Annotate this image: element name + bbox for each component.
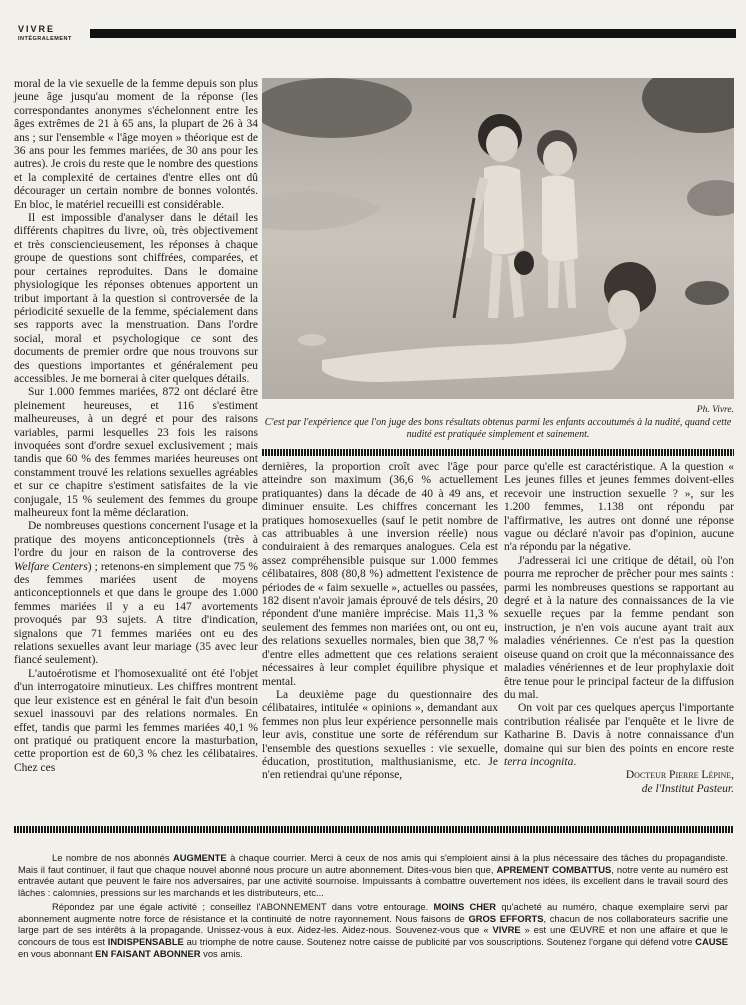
notice-run: , chacun de nos collaborateurs sacrifie une large part de ses intérêts à la propagande. Unissez-vous à eux. Aidez-les. Aidez-nous. Souvenez-vous que « xyxy=(18,912,728,936)
notice-paragraph-1 xyxy=(18,852,728,899)
notice-run-bold: INDISPENSABLE xyxy=(107,935,184,947)
notice-run-bold: APREMENT COMBATTUS xyxy=(496,863,612,875)
column-middle xyxy=(262,461,498,783)
notice-paragraph-2 xyxy=(18,901,728,960)
text-run: De nombreuses questions concernent l'usage et la pratique des moyens anticonceptionnels (très à l'ordre du jour en raison de la controverse des xyxy=(14,520,258,560)
notice-run: qu'acheté au numéro, chaque exemplaire servi par abonnement augmente notre force de résistance et la continuité de notre rayonnement. Nous faisons de xyxy=(18,900,729,924)
notice-run: vos amis. xyxy=(200,947,243,959)
notice-run-bold: VIVRE xyxy=(492,924,521,936)
paragraph: moral de la vie sexuelle de la femme depuis son plus jeune âge jusqu'au moment de la réponse (les correspondantes anonymes s'échelonnent entre les âges extrêmes de 21 à 65 ans, la plupart de 26 à 34 ans ; sur l'ensemble « l'âge moyen » théorique est de 36 ans pour les femmes mariées, de 30 ans pour les autres). Je crois du reste que le nombre des questions et la complexité de certaines d'entre elles ont dû décourager un certain nombre de bonnes volontés. En bloc, le matériel recueilli est considérable. xyxy=(14,78,258,211)
column-right xyxy=(504,461,734,796)
notice-run-bold: EN FAISANT ABONNER xyxy=(95,947,201,959)
notice-run: Le nombre de nos abonnés xyxy=(52,852,173,863)
masthead-bar xyxy=(90,29,736,38)
paragraph xyxy=(504,702,734,769)
paragraph: La deuxième page du questionnaire des célibataires, intitulée « opinions », demandant aux femmes non plus leur expérience personnelle mais leur avis, constitue une sorte de référendum sur l'ensemble des questions sexuelles : vie sexuelle, éducation, prostitution, malthusianisme, etc. Je n'en retiendrai qu'une réponse, xyxy=(262,688,498,782)
text-run: . xyxy=(573,755,577,768)
photo-credit: Ph. Vivre. xyxy=(696,405,734,415)
notice-run-bold: CAUSE xyxy=(695,935,728,947)
notice-run-bold: GROS EFFORTS xyxy=(468,912,544,924)
author-name: Docteur Pierre Lépine, xyxy=(625,769,734,782)
notice-run-bold: MOINS CHER xyxy=(433,900,497,912)
text-run: ) ; retenons-en simplement que 75 % des femmes mariées usent de moyens anticonceptionnels et que dans le groupe des 1.000 femmes mariées il y a eu 147 avortements provoqués par 93 sujets. A titre d'indication, signalons que 71 femmes mariées ont eu des relations sexuelles avant leur mariage (35 avec leur fiancé seulement). xyxy=(14,560,259,667)
paragraph: Sur 1.000 femmes mariées, 872 ont déclaré être pleinement heureuses, et 116 s'estiment malheureuses, à un degré et pour des raisons variables, parmi lesquelles 23 fois les raisons invoquées sont d'ordre sexuel exclusivement ; mais tandis que 60 % des femmes mariées heureuses ont constamment trouvé les relations sexuelles agréables et sur ce chapitre s'estiment satisfaites de la vie conjugale, 15 % seulement des femmes du groupe malheureux font la même déclaration. xyxy=(14,386,258,519)
notice-run: au triomphe de notre cause. Soutenez notre caisse de publicité par vos souscriptions. Soutenez l'organe qui défend votre xyxy=(183,935,696,947)
masthead xyxy=(12,26,734,48)
paragraph xyxy=(14,520,258,667)
divider-rule xyxy=(262,449,734,456)
text-run-italic: terra incognita xyxy=(504,755,574,768)
magazine-subtitle: INTÉGRALEMENT xyxy=(18,36,72,42)
beach-photo xyxy=(262,78,734,399)
notice-run: Répondez par une égale activité ; conseillez l'ABONNEMENT dans votre entourage. xyxy=(52,900,434,912)
paragraph: L'autoérotisme et l'homosexualité ont été l'objet d'un interrogatoire minutieux. Les chiffres montrent que leur existence est en général le fait d'un besoin sexuel inassouvi par des relations normales. En effet, tandis que parmi les femmes mariées 40,1 % ont pratiqué ou pratiquent encore la masturbation, cette proportion est de 60,3 % chez les célibataires. Chez ces xyxy=(14,667,258,774)
photo-illustration xyxy=(262,78,734,399)
notice-run: , notre vente au numéro est entravée autant que peuvent le faire nos adversaires, par une activité sournoise. Impuissants à combattre ouvertement nos idées, ils excellent dans le travail sourd des lâches : calomnies, pressions sur les marchands et les distributeurs, etc... xyxy=(18,863,728,899)
notice-run-bold: AUGMENTE xyxy=(173,852,227,863)
text-run: On voit par ces quelques aperçus l'importante contribution réalisée par l'enquête et le livre de Katharine B. Davis à notre connaissance d'un domaine qui sur bien des points en encore reste xyxy=(504,702,734,755)
paragraph: J'adresserai ici une critique de détail, où l'on pourra me reprocher de prêcher pour mes saints : parmi les nombreuses questions se rapportant au degré et à la nature des connaissances de la vie sexuelle reçues par la femme pendant son instruction, je n'en vois aucune ayant trait aux maladies vénériennes. Ce n'est pas la question oiseuse quand on croit que la méconnaissance des maladies vénériennes et de leur prophylaxie doit être tenue pour le principal facteur de la diffusion du mal. xyxy=(504,554,734,701)
column-left xyxy=(14,78,258,775)
author-affiliation xyxy=(504,783,734,796)
text-run-italic: Welfare Centers xyxy=(14,560,88,573)
paragraph: parce qu'elle est caractéristique. A la question « Les jeunes filles et jeunes femmes doivent-elles recevoir une instruction sexuelle ? », sur les 1.200 femmes, 1.138 ont répondu par l'affirmative, les autres ont donné une réponse vague ou déclaré n'avoir pas d'opinion, aucune n'a répondu par la négative. xyxy=(504,461,734,554)
paragraph: Il est impossible d'analyser dans le détail les différents chapitres du livre, où, très objectivement et très consciencieusement, les réponses à chaque groupe de questions sont chiffrées, comparées, et pour certaines reproduites. Dans le domaine physiologique les réponses obtenues apportent un tribut important à la question si controversée de la périodicité sexuelle de la femme, spécialement dans ses rapports avec la menstruation. Dans l'ordre social, moral et psychologique ce sont des documents de premier ordre que nous trouvons sur des questions importantes et généralement peu accessibles. Je me bornerai à citer quelques détails. xyxy=(14,212,258,385)
divider-rule-bottom xyxy=(14,826,734,833)
paragraph: dernières, la proportion croît avec l'âge pour atteindre son maximum (36,6 % actuellement pratiquantes) dans la décade de 40 à 49 ans, et diminuer ensuite. Les chiffres concernant les pratiques homosexuelles (sauf le petit nombre de cas attribuables à une inversion réelle) nous conduiraient à des remarques analogues. Cela est assez compréhensible puisque sur 1.000 femmes célibataires, 808 (80,8 %) admettent l'existence de périodes de « faim sexuelle », actuelles ou passées, 182 disent n'avoir jamais éprouvé de tels désirs, 20 répondent d'une manière imprécise. Mais 11,3 % seulement des femmes non mariées ont, ou ont eu, des relations sexuelles normales, bien que 38,7 % d'entre elles admettent que ces relations seraient nécessaires à leur complet équilibre physique et mental. xyxy=(262,461,498,688)
notice-run: en vous abonnant xyxy=(18,947,96,959)
photo-caption: C'est par l'expérience que l'on juge des bons résultats obtenus parmi les enfants accoutumés à la nudité, quand cette nudité est pratiquée simplement et sainement. xyxy=(264,417,732,440)
notice-run: » est une ŒUVRE et non une affaire et que le concours de tous est xyxy=(18,924,728,947)
affiliation-text: de l'Institut Pasteur. xyxy=(641,782,734,795)
subscription-notice xyxy=(18,852,728,961)
magazine-title: VIVRE xyxy=(18,24,56,34)
notice-run: à chaque courrier. Merci à ceux de nos amis qui s'emploient ainsi à la plus nécessaire des tâches du propagandiste. Mais il faut continuer, il faut que chaque nouvel abonné nous procure un autre abonnement. Dites-vous bien que, xyxy=(18,852,728,875)
